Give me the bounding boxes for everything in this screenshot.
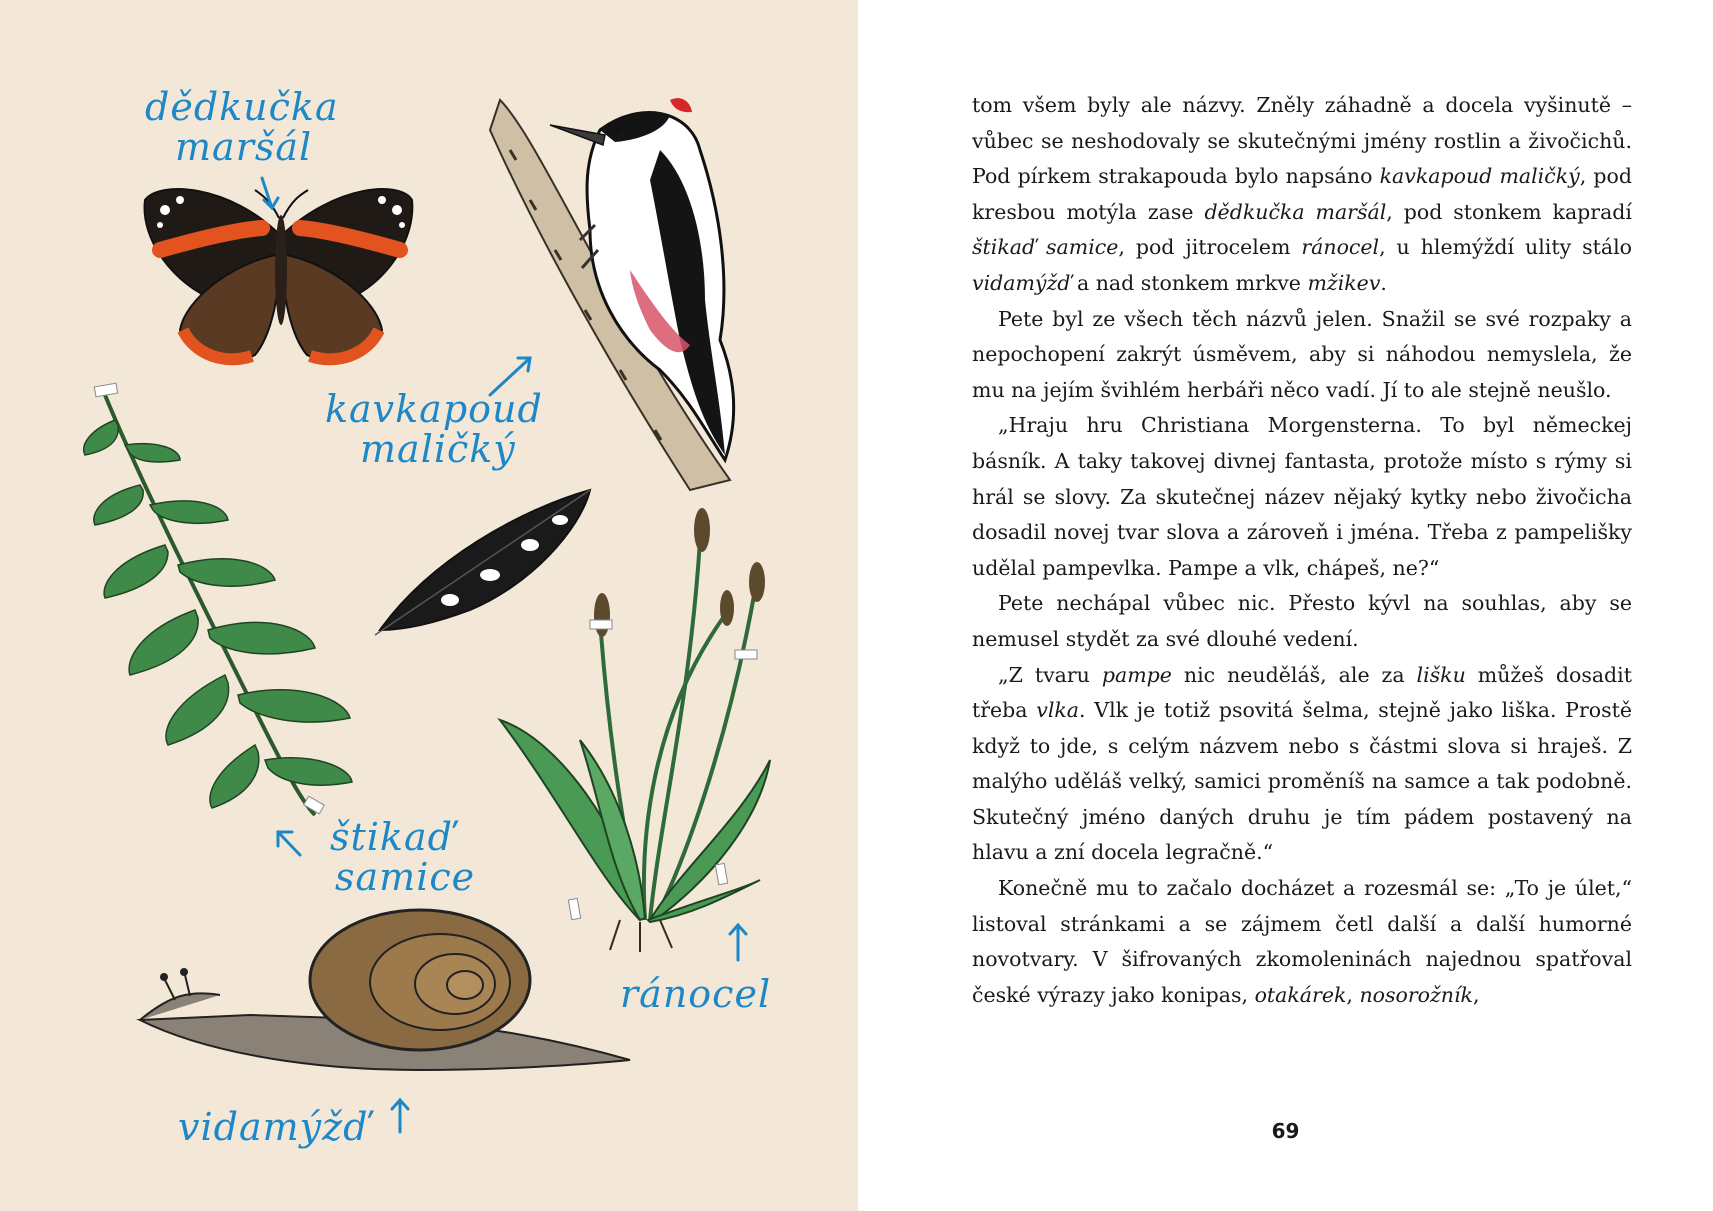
paragraph-3 [972,408,1632,586]
body-text [972,88,1632,1013]
italic-run: pampe [1101,662,1172,687]
feather-drawing [375,490,590,635]
butterfly-drawing [145,189,413,361]
text-run: . Vlk je totiž psovitá šelma, stejně jako liška. Prostě když to jde, s celým názvem nebo s částmi slova si hraješ. Z malýho uděláš velký, samici proměníš na samce a tak podobně. Skutečný jméno daných druhu je tím pádem postavený na hlavu a zní docela legračně.“ [972,698,1633,865]
fern-drawing [84,383,352,815]
page-number: 69 [1271,1119,1300,1143]
label-woodpecker-1: kavkapoud [325,387,543,431]
italic-run: vidamýžď [972,270,1071,295]
text-run: , pod kresbou motýla zase [972,164,1632,224]
text-run: Konečně mu to začalo docházet a rozesmál se: „To je úlet,“ listoval stránkami a se zájmem četl další a další humorné novotvary. V šifrovaných zkomoleninách najednou spatřoval české výrazy jako konipas, [972,876,1632,1007]
italic-run: mžikev [1307,270,1381,295]
text-run: , [1472,982,1480,1007]
text-run: , u hlemýždí ulity stálo [1379,235,1632,260]
text-run: „Z tvaru [998,662,1102,687]
text-run: . [1380,270,1387,295]
text-run: , [1346,982,1360,1007]
text-run: a nad stonkem mrkve [1070,270,1308,295]
italic-run: nosorožník [1359,982,1473,1007]
text-run: , pod jitrocelem [1118,235,1302,260]
woodpecker-drawing [490,98,734,490]
italic-run: otakárek [1254,982,1347,1007]
plantain-drawing [500,508,770,952]
italic-run: kavkapoud maličký [1379,164,1580,189]
text-page [858,0,1713,1211]
italic-run: ránocel [1301,235,1380,260]
paragraph-4 [972,586,1632,657]
text-run: , pod stonkem kapradí [1386,199,1632,224]
text-run: nic neuděláš, ale za [1171,662,1417,687]
label-fern-1: štikaď [330,815,453,859]
label-woodpecker-2: maličký [360,427,516,471]
text-run: můžeš dosadit třeba [972,662,1632,723]
italic-run: vlka [1036,698,1080,723]
text-run: tom všem byly ale názvy. Zněly záhadně a docela vyšinutě – vůbec se neshodovaly se skutečnými jmény rostlin a živočichů. Pod pírkem strakapouda bylo napsáno [972,93,1632,189]
label-fern-2: samice [335,855,476,899]
text-run: Pete nechápal vůbec nic. Přesto kývl na souhlas, aby se nemusel stydět za své dlouhé vedení. [972,591,1632,651]
label-butterfly-2: maršál [175,125,313,169]
text-run: Pete byl ze všech těch názvů jelen. Snažil se své rozpaky a nepochopení zakrýt úsměvem, aby si náhodou nemyslela, že mu na jejím švihlém herbáři něco vadí. Jí to ale stejně neušlo. [972,306,1632,402]
label-snail: vidamýžď [178,1105,369,1149]
paragraph-5 [972,658,1632,872]
italic-run: štikaď samice [972,235,1119,260]
label-plantain: ránocel [620,972,772,1016]
text-run: „Hraju hru Christiana Morgensterna. To byl německej básník. A taky takovej divnej fantasta, protože místo s rýmy si hrál se slovy. Za skutečnej název nějaký kytky nebo živočicha dosadil novej tvar slova a zároveň i jména. Třeba z pampelišky udělal pampevlka. Pampe a vlk, chápeš, ne?“ [972,413,1632,580]
italic-run: lišku [1416,662,1466,687]
label-butterfly-1: dědkučka [145,85,339,129]
paragraph-1 [972,88,1632,302]
italic-run: dědkučka maršál [1204,199,1387,224]
paragraph-2 [972,302,1632,409]
paragraph-6 [972,871,1632,1013]
snail-drawing [140,910,630,1070]
